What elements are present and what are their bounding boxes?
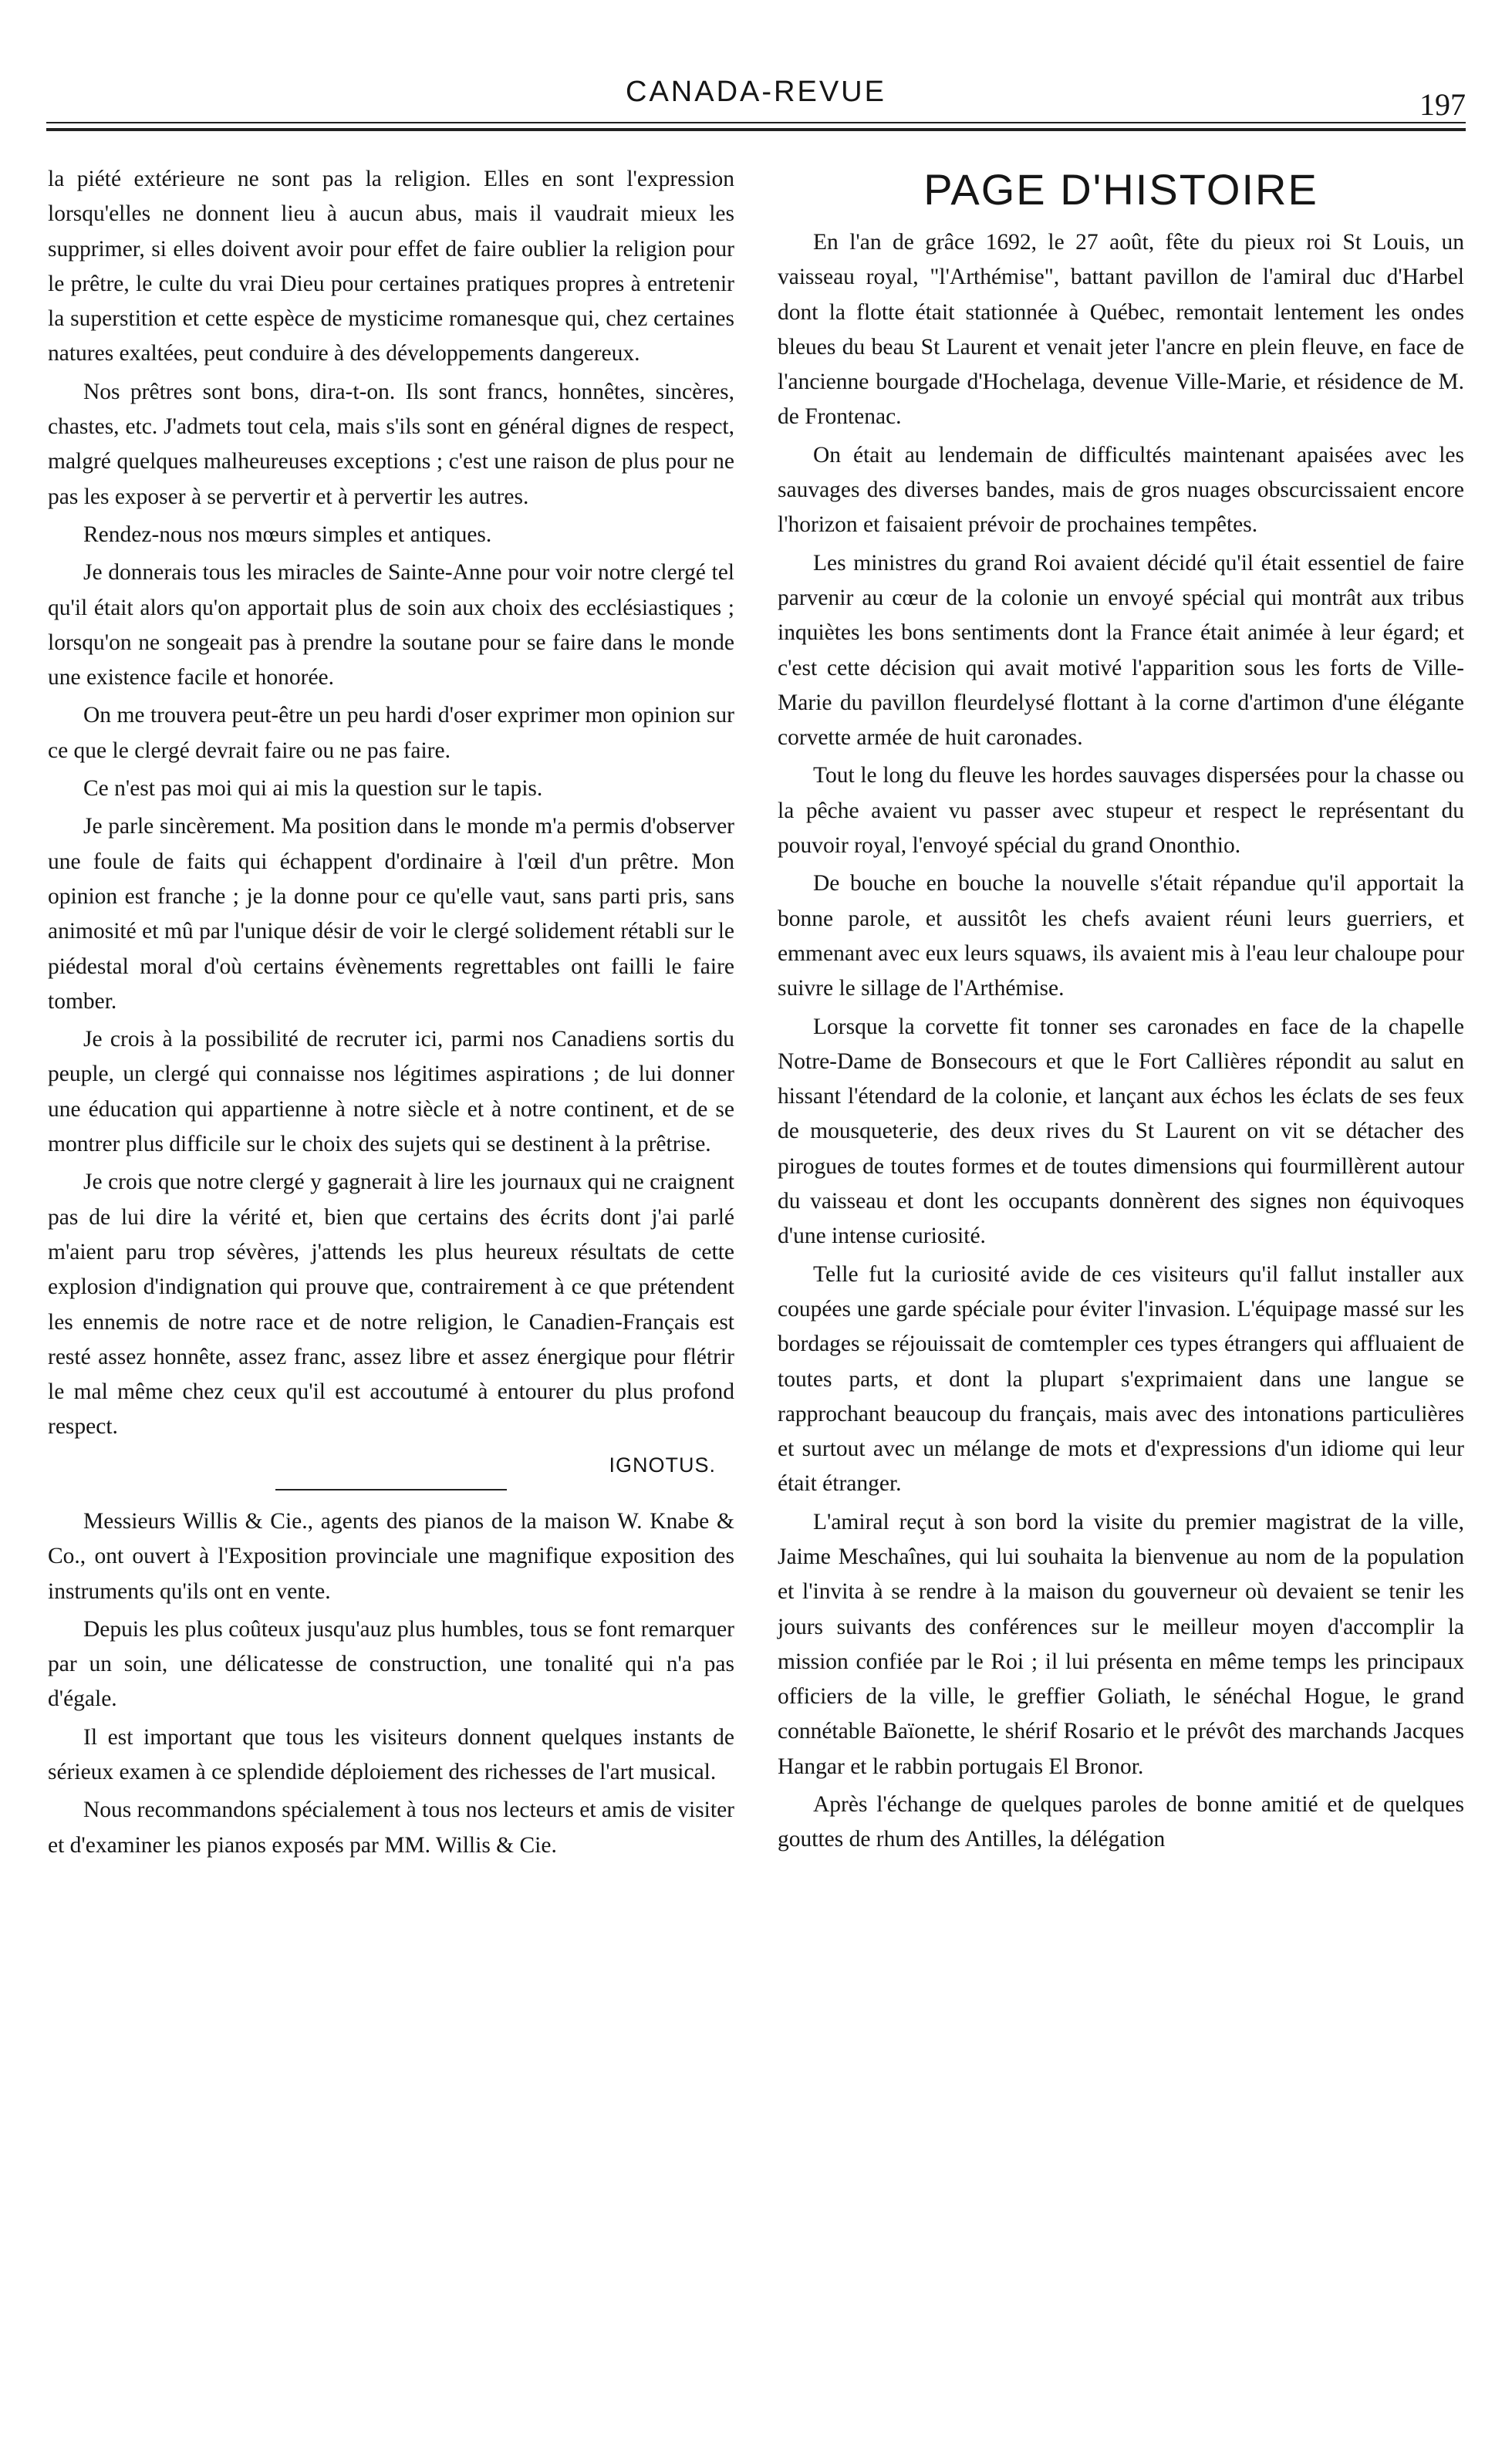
paragraph: Tout le long du fleuve les hordes sauvages dispersées pour la chasse ou la pêche avaient vu passer avec stupeur et respect le représentant du pouvoir royal, l'envoyé spécial du grand Ononthio. xyxy=(778,763,1464,859)
paragraph: Rendez-nous nos mœurs simples et antiques. xyxy=(83,522,492,547)
paragraph: Après l'échange de quelques paroles de bonne amitié et de quelques gouttes de rhum des Antilles, la délégation xyxy=(778,1792,1464,1852)
section-separator xyxy=(275,1489,507,1490)
paragraph: Telle fut la curiosité avide de ces visiteurs qu'il fallut installer aux coupées une garde spéciale pour éviter l'invasion. L'équipage massé sur les bordages se réjouissait de comtempler ces types étrangers qui affluaient de toutes parts, et dont la plupart s'exprimaient dans une langue se rapprochant beaucoup du français, mais avec des intonations particulières et surtout avec un mélange de mots et d'expressions d'un idiome qui leur était étranger. xyxy=(778,1261,1464,1497)
notice-paragraph: Messieurs Willis & Cie., agents des pianos de la maison W. Knabe & Co., ont ouvert à l'Exposition provinciale une magnifique exposition des instruments qu'ils ont en vente. xyxy=(48,1508,734,1604)
notice-paragraph: Il est important que tous les visiteurs donnent quelques instants de sérieux examen à ce splendide déploiement des richesses de l'art musical. xyxy=(48,1724,734,1785)
right-column xyxy=(778,162,1464,1861)
paragraph: Je parle sincèrement. Ma position dans le monde m'a permis d'observer une foule de faits qui échappent d'ordinaire à l'œil d'un prêtre. Mon opinion est franche ; je la donne pour ce qu'elle vaut, sans parti pris, sans animosité et mû par l'unique désir de voir le clergé solidement rétabli sur le piédestal moral d'où certains évènements regrettables ont failli le faire tomber. xyxy=(48,814,734,1014)
paragraph: En l'an de grâce 1692, le 27 août, fête du pieux roi St Louis, un vaisseau royal, "l'Arthémise", battant pavillon de l'amiral duc d'Harbel dont la flotte était stationnée à Québec, remontait lentement les ondes bleues du beau St Laurent et venait jeter l'ancre en plein fleuve, en face de l'ancienne bourgade d'Hochelaga, devenue Ville-Marie, et résidence de M. de Frontenac. xyxy=(778,230,1464,430)
header-rule-thick xyxy=(46,128,1466,131)
paragraph: Je crois à la possibilité de recruter ici, parmi nos Canadiens sortis du peuple, un clergé qui connaisse nos légitimes aspirations ; de lui donner une éducation qui appartienne à notre siècle et à notre continent, et de se montrer plus difficile sur le choix des sujets qui se destinent à la prêtrise. xyxy=(48,1027,734,1157)
notice-paragraph: Depuis les plus coûteux jusqu'auz plus humbles, tous se font remarquer par un soin, une délicatesse de construction, une tonalité qui n'a pas d'égale. xyxy=(48,1616,734,1712)
header-rule-thin xyxy=(46,122,1466,123)
running-title: CANADA-REVUE xyxy=(626,76,886,108)
paragraph: Les ministres du grand Roi avaient décidé qu'il était essentiel de faire parvenir au cœur de la colonie un envoyé spécial qui montrât aux tribus inquiètes les bons sentiments dont la France était animée à leur égard; et c'est cette décision qui avait motivé l'apparition sous les forts de Ville-Marie du pavillon fleurdelysé flottant à la corne d'artimon d'une élégante corvette armée de huit caronades. xyxy=(778,550,1464,751)
section-title: PAGE D'HISTOIRE xyxy=(923,165,1318,214)
page-number: 197 xyxy=(1419,87,1466,122)
paragraph: Lorsque la corvette fit tonner ses caronades en face de la chapelle Notre-Dame de Bonsecours et que le Fort Callières répondit au salut en hissant l'étendard de la colonie, et lançant aux échos les éclats de ses feux de mousqueterie, des deux rives du St Laurent on vit se détacher des pirogues de toutes formes et de toutes dimensions qui fourmillèrent autour du vaisseau et dont les occupants donnèrent des signes non équivoques d'une intense curiosité. xyxy=(778,1014,1464,1249)
paragraph: De bouche en bouche la nouvelle s'était répandue qu'il apportait la bonne parole, et aussitôt les chefs avaient réuni leurs guerriers, et emmenant avec eux leurs squaws, ils avaient mis à l'eau leur chaloupe pour suivre le sillage de l'Arthémise. xyxy=(778,871,1464,1001)
paragraph: Je donnerais tous les miracles de Sainte-Anne pour voir notre clergé tel qu'il était alors qu'on apportait plus de soin aux choix des ecclésiastiques ; lorsqu'on ne songeait pas à prendre la soutane pour se faire dans le monde une existence facile et honorée. xyxy=(48,560,734,690)
paragraph: On était au lendemain de difficultés maintenant apaisées avec les sauvages des diverses bandes, mais de gros nuages obscurcissaient encore l'horizon et faisaient prévoir de prochaines tempêtes. xyxy=(778,442,1464,538)
paragraph: On me trouvera peut-être un peu hardi d'oser exprimer mon opinion sur ce que le clergé devrait faire ou ne pas faire. xyxy=(48,703,734,763)
paragraph: Je crois que notre clergé y gagnerait à lire les journaux qui ne craignent pas de lui dire la vérité et, bien que certains des écrits dont j'ai parlé m'aient paru trop sévères, j'attends les plus heureux résultats de cette explosion d'indignation qui prouve que, contrairement à ce que prétendent les ennemis de notre race et de notre religion, le Canadien-Français est resté assez honnête, assez franc, assez libre et assez énergique pour flétrir le mal même chez ceux qu'il est accoutumé à entourer du plus profond respect. xyxy=(48,1170,734,1440)
article-signature: IGNOTUS. xyxy=(609,1453,716,1477)
notice-paragraph: Nous recommandons spécialement à tous nos lecteurs et amis de visiter et d'examiner les pianos exposés par MM. Willis & Cie. xyxy=(48,1798,734,1858)
paragraph: la piété extérieure ne sont pas la religion. Elles en sont l'expression lorsqu'elles ne donnent lieu à aucun abus, mais il vaudrait mieux les supprimer, si elles doivent avoir pour effet de faire oublier la religion pour le prêtre, le culte du vrai Dieu pour certaines pratiques propres à entretenir la superstition et cette espèce de mysticime romanesque qui, chez certaines natures exaltées, peut conduire à des développements dangereux. xyxy=(48,167,734,366)
paragraph: Ce n'est pas moi qui ai mis la question sur le tapis. xyxy=(83,776,543,802)
paragraph: Nos prêtres sont bons, dira-t-on. Ils sont francs, honnêtes, sincères, chastes, etc. J'admets tout cela, mais s'ils sont en général dignes de respect, malgré quelques malheureuses exceptions ; c'est une raison de plus pour ne pas les exposer à se pervertir et à pervertir les autres. xyxy=(48,379,734,509)
paragraph: L'amiral reçut à son bord la visite du premier magistrat de la ville, Jaime Meschaînes, qui lui souhaita la bienvenue au nom de la population et l'invita à se rendre à la maison du gouverneur où devaient se tenir les jours suivants des conférences sur le meilleur moyen d'accomplir la mission confiée par le Roi ; il lui présenta en même temps les principaux officiers de la ville, le greffier Goliath, le sénéchal Hogue, le grand connétable Baïonette, le shérif Rosario et le prévôt des marchands Jacques Hangar et le rabbin portugais El Bronor. xyxy=(778,1509,1464,1779)
left-column xyxy=(48,162,734,1866)
